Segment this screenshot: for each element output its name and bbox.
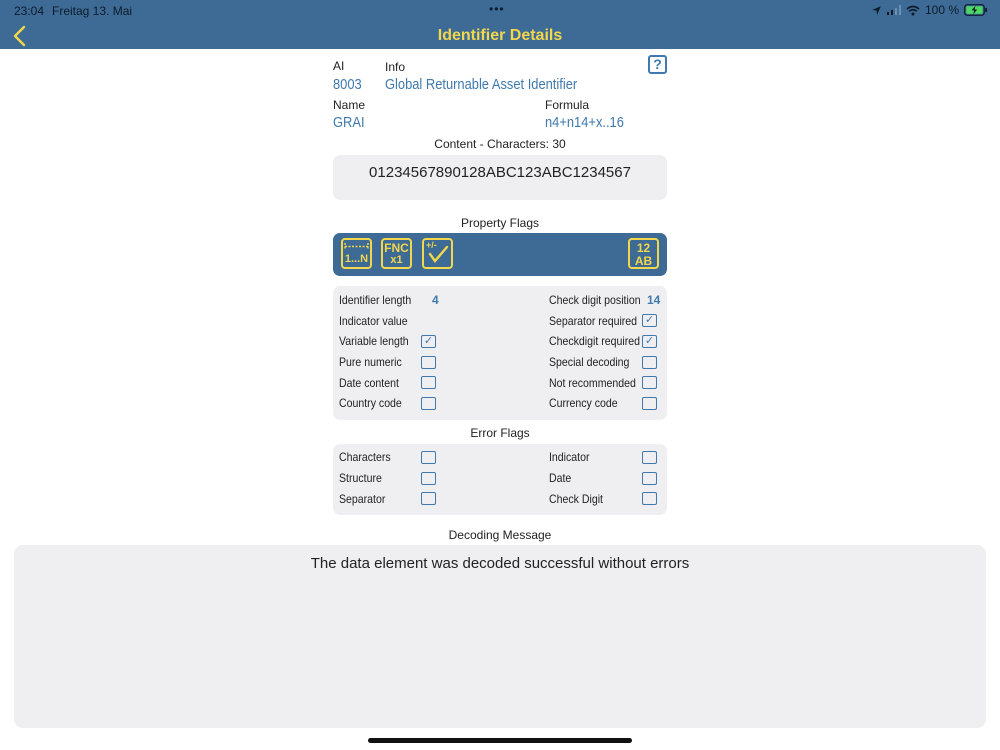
formula-label: Formula bbox=[545, 98, 590, 112]
date-content-label: Date content bbox=[339, 376, 399, 390]
characters-error-label: Characters bbox=[339, 450, 391, 464]
variable-length-label: Variable length bbox=[339, 334, 409, 348]
date-error-checkbox[interactable] bbox=[642, 472, 657, 485]
ai-value: 8003 bbox=[333, 76, 362, 93]
variable-length-checkbox[interactable]: ✓ bbox=[421, 335, 436, 348]
separator-required-label: Separator required bbox=[549, 314, 638, 328]
length-range-icon: 1...N bbox=[341, 238, 372, 269]
formula-value: n4+n14+x..16 bbox=[545, 114, 624, 131]
help-button[interactable]: ? bbox=[648, 55, 667, 74]
not-recommended-label: Not recommended bbox=[549, 376, 636, 390]
date-content-checkbox[interactable] bbox=[421, 376, 436, 389]
date-error-label: Date bbox=[549, 471, 572, 485]
signal-icon bbox=[887, 5, 901, 15]
characters-error-checkbox[interactable] bbox=[421, 451, 436, 464]
currency-code-checkbox[interactable] bbox=[642, 397, 657, 410]
identifier-length-label: Identifier length bbox=[339, 293, 412, 307]
page-title: Identifier Details bbox=[437, 27, 563, 44]
structure-error-label: Structure bbox=[339, 471, 382, 485]
error-flags-title: Error Flags bbox=[470, 426, 530, 440]
fnc1-icon: FNC x1 bbox=[381, 238, 412, 269]
special-decoding-checkbox[interactable] bbox=[642, 356, 657, 369]
special-decoding-label: Special decoding bbox=[549, 355, 630, 369]
battery-percent: 100 % bbox=[924, 3, 959, 17]
checkdigit-required-label: Checkdigit required bbox=[549, 334, 640, 348]
check-digit-error-checkbox[interactable] bbox=[642, 492, 657, 505]
alphanumeric-icon: 12 AB bbox=[628, 238, 659, 269]
separator-error-checkbox[interactable] bbox=[421, 492, 436, 505]
decoding-message-title: Decoding Message bbox=[448, 528, 552, 542]
name-value: GRAI bbox=[333, 114, 365, 131]
status-date: Freitag 13. Mai bbox=[52, 4, 133, 18]
battery-charging-icon bbox=[964, 4, 988, 16]
check-digit-position-label: Check digit position bbox=[549, 293, 641, 307]
separator-error-label: Separator bbox=[339, 492, 386, 506]
content-field[interactable] bbox=[333, 155, 667, 200]
separator-required-checkbox[interactable]: ✓ bbox=[642, 314, 657, 327]
indicator-error-label: Indicator bbox=[549, 450, 590, 464]
checkdigit-icon: +/- bbox=[422, 238, 453, 269]
indicator-error-checkbox[interactable] bbox=[642, 451, 657, 464]
country-code-checkbox[interactable] bbox=[421, 397, 436, 410]
decoding-message-box bbox=[14, 545, 986, 728]
currency-code-label: Currency code bbox=[549, 396, 618, 410]
pure-numeric-checkbox[interactable] bbox=[421, 356, 436, 369]
pure-numeric-label: Pure numeric bbox=[339, 355, 402, 369]
not-recommended-checkbox[interactable] bbox=[642, 376, 657, 389]
location-icon bbox=[871, 5, 882, 16]
home-indicator[interactable] bbox=[368, 738, 632, 743]
name-label: Name bbox=[333, 98, 366, 112]
status-time: 23:04 bbox=[14, 4, 45, 18]
content-label: Content - Characters: 30 bbox=[434, 137, 566, 151]
status-indicators bbox=[871, 3, 988, 17]
error-flags-card bbox=[333, 444, 667, 515]
indicator-value-label: Indicator value bbox=[339, 314, 408, 328]
property-flags-title: Property Flags bbox=[460, 216, 540, 230]
content-value: 01234567890128ABC123ABC1234567 bbox=[369, 164, 631, 181]
decoding-message-text: The data element was decoded successful without errors bbox=[310, 555, 690, 572]
identifier-length-value: 4 bbox=[432, 293, 439, 307]
navigation-header bbox=[0, 0, 1000, 49]
check-digit-position-value: 14 bbox=[647, 293, 661, 307]
check-digit-error-label: Check Digit bbox=[549, 492, 603, 506]
info-value: Global Returnable Asset Identifier bbox=[385, 76, 578, 93]
country-code-label: Country code bbox=[339, 396, 402, 410]
property-flags-bar bbox=[333, 233, 667, 276]
info-label: Info bbox=[385, 60, 406, 74]
checkdigit-required-checkbox[interactable]: ✓ bbox=[642, 335, 657, 348]
property-flags-card bbox=[333, 286, 667, 420]
ai-label: AI bbox=[333, 59, 345, 73]
multitasking-dots[interactable]: ••• bbox=[489, 2, 505, 16]
wifi-icon bbox=[906, 5, 920, 16]
structure-error-checkbox[interactable] bbox=[421, 472, 436, 485]
